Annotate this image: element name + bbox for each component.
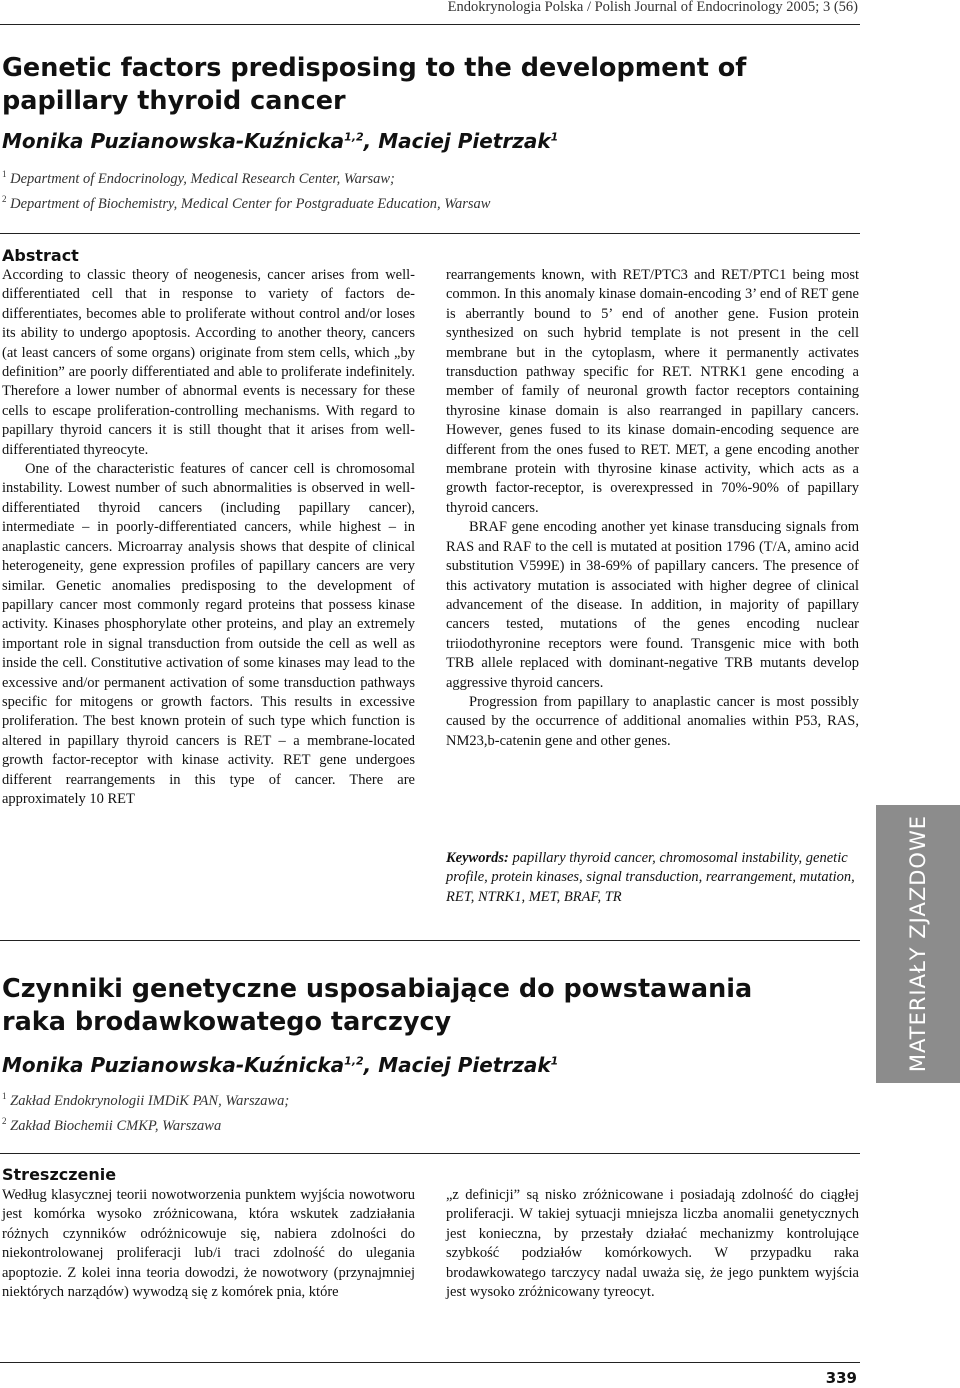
- streszczenie-heading: Streszczenie: [2, 1165, 117, 1184]
- author-2-affiliation-mark: 1: [550, 1054, 559, 1068]
- page-number: 339: [825, 1369, 857, 1387]
- author-1-affiliation-mark: 1,2: [344, 130, 364, 144]
- journal-header: Endokrynologia Polska / Polish Journal of Endocrinology 2005; 3 (56): [447, 0, 858, 15]
- affiliation-2: [2, 1111, 289, 1136]
- streszczenie-right-column: [446, 1186, 859, 1302]
- header-rule: [0, 24, 860, 25]
- author-2: Maciej Pietrzak: [378, 1053, 551, 1077]
- abstract-paragraph: Progression from papillary to anaplastic cancer is most possibly caused by the occurrence of additional anomalies within P53, RAS, NM23,b-catenin gene and other genes.: [446, 693, 859, 749]
- author-2-affiliation-mark: 1: [550, 130, 559, 144]
- section-rule-en: [0, 233, 860, 234]
- abstract-paragraph: BRAF gene encoding another yet kinase transducing signals from RAS and RAF to the cell is mutated at position 1796 (T/A, amino acid substitution V599E) in 38-69% of papillary cancers. The presence of this activatory mutation is associated with higher degree of clinical advancement of the disease. In addition, in majority of papillary cancers tested, mutations of the genes encoding nuclear triiodothyronine receptors were found. Transgenic mice with both TRB allele replaced with dominant-negative TRB mutants develop aggressive thyroid cancers.: [446, 519, 859, 691]
- streszczenie-paragraph: Według klasycznej teorii nowotworzenia punktem wyjścia nowotworu jest komórka wysoko zróżnicowana, która wskutek zadziałania różnych czynników odróżnicowuje się, nabiera zdolności do niekontrolowanej proliferacji lub/i traci zdolność do ulegania apoptozie. Z kolei inna teoria dowodzi, że nowotwory (przynajmniej niektórych narządów) wywodzą się z komórek pnia, które: [2, 1187, 415, 1301]
- affiliations-en: [2, 164, 490, 214]
- side-section-tab: [876, 805, 960, 1083]
- affiliation-1: [2, 164, 490, 189]
- affiliation-1-text: Department of Endocrinology, Medical Research Center, Warsaw;: [10, 170, 395, 187]
- authors-pl: [2, 1053, 558, 1077]
- keywords-label: Keywords:: [446, 850, 509, 866]
- abstract-right-column: [446, 266, 859, 751]
- affiliation-2-mark: 2: [2, 1115, 7, 1126]
- abstract-paragraph: rearrangements known, with RET/PTC3 and RET/PTC1 being most common. In this anomaly kinase domain-encoding 3’ end of RET gene is aberrantly bound to 5’ end of another gene. Fusion protein synthesized on such hybrid template is not present in the cell membrane but in the cytoplasm, where it permanently activates transduction pathway specific for RET. NTRK1 gene encoding a member of family of neuronal growth factor receptors containing thyrosine kinase domain is also rearranged in papillary cancers. However, genes fused to its kinase domain-encoding sequence are different from the ones fused to RET. MET, a gene encoding another membrane protein with thyrosine kinase activity, which acts as a growth factor-receptor, is overexpressed in 70%-90% of papillary thyroid cancers.: [446, 267, 859, 516]
- affiliation-1-text: Zakład Endokrynologii IMDiK PAN, Warszawa;: [10, 1092, 290, 1109]
- affiliation-2-text: Department of Biochemistry, Medical Center for Postgraduate Education, Warsaw: [10, 195, 491, 212]
- author-1-affiliation-mark: 1,2: [344, 1054, 364, 1068]
- affiliations-pl: [2, 1086, 289, 1136]
- author-2: Maciej Pietrzak: [378, 129, 551, 153]
- affiliation-2-mark: 2: [2, 193, 7, 204]
- side-tab-label: MATERIAŁY ZJAZDOWE: [906, 815, 930, 1073]
- author-1: Monika Puzianowska-Kuźnicka: [2, 129, 345, 153]
- affiliation-1: [2, 1086, 289, 1111]
- affiliation-1-mark: 1: [2, 169, 7, 179]
- streszczenie-paragraph: „z definicji” są nisko zróżnicowane i posiadają zdolność do ciągłej proliferacji. W takiej sytuacji mniejsza liczba anomalii genetycznych jest konieczna, by przestały działać mechanizmy kontrolujące szybkość podziałów komórkowych. W przypadku raka brodawkowatego tarczycy nadal uważa się, że jego punktem wyjścia jest wysoko zróżnicowany tyreocyt.: [446, 1187, 859, 1301]
- affiliation-1-mark: 1: [2, 1091, 7, 1101]
- affiliation-2-text: Zakład Biochemii CMKP, Warszawa: [10, 1117, 222, 1134]
- footer-rule: [0, 1362, 860, 1363]
- section-rule-pl: [0, 1153, 860, 1154]
- section-divider: [0, 940, 860, 941]
- article-title-en: Genetic factors predisposing to the development of papillary thyroid cancer: [2, 53, 747, 116]
- keywords-text: papillary thyroid cancer, chromosomal instability, genetic profile, protein kinases, signal transduction, rearrangement, mutation, RET, NTRK1, MET, BRAF, TR: [446, 850, 855, 905]
- abstract-heading: Abstract: [2, 246, 79, 265]
- author-separator: ,: [363, 1053, 379, 1077]
- streszczenie-left-column: [2, 1186, 415, 1302]
- article-title-pl: Czynniki genetyczne usposabiające do powstawania raka brodawkowatego tarczycy: [2, 974, 753, 1037]
- abstract-paragraph: One of the characteristic features of cancer cell is chromosomal instability. Lowest number of such abnormalities is observed in well-differentiated thyroid cancers (including papillary cancer), intermediate – in poorly-differentiated cancers, while highest – in anaplastic cancers. Microarray analysis shows that despite of clinical heterogeneity, gene expression profiles of papillary cancers are very similar. Genetic anomalies predisposing to the development of papillary cancer most commonly regard proteins that possess kinase activity. Kinases phosphorylate other proteins, and play an extremely important role in signal transduction from outside the cell as well as inside the cell. Constitutive activation of some kinases may lead to the excessive and/or permanent activation of some transduction pathways specific for mitogens or growth factors. This results in excessive proliferation. The best known protein of such type which function is altered in papillary thyroid cancers is RET – a membrane-located growth factor-receptor with kinase activity. RET gene undergoes different rearrangements in this type of cancer. There are approximately 10 RET: [2, 461, 415, 807]
- authors-en: [2, 129, 558, 153]
- abstract-left-column: [2, 266, 415, 809]
- author-1: Monika Puzianowska-Kuźnicka: [2, 1053, 345, 1077]
- abstract-paragraph: According to classic theory of neogenesis, cancer arises from well-differentiated cell that in response to variety of factors de-differentiates, becomes able to proliferate without control and/or loses its ability to undergo apoptosis. According to another theory, cancers (at least cancers of some organs) originate from stem cells, which „by definition” are poorly differentiated and able to proliferate indefinitely. Therefore a lower number of abnormal events is necessary for these cells to escape proliferation-controlling mechanisms. With regard to papillary thyroid cancers it is still thought that it arises from well-differentiated thyreocyte.: [2, 267, 415, 458]
- author-separator: ,: [363, 129, 379, 153]
- affiliation-2: [2, 189, 490, 214]
- keywords: [446, 849, 860, 907]
